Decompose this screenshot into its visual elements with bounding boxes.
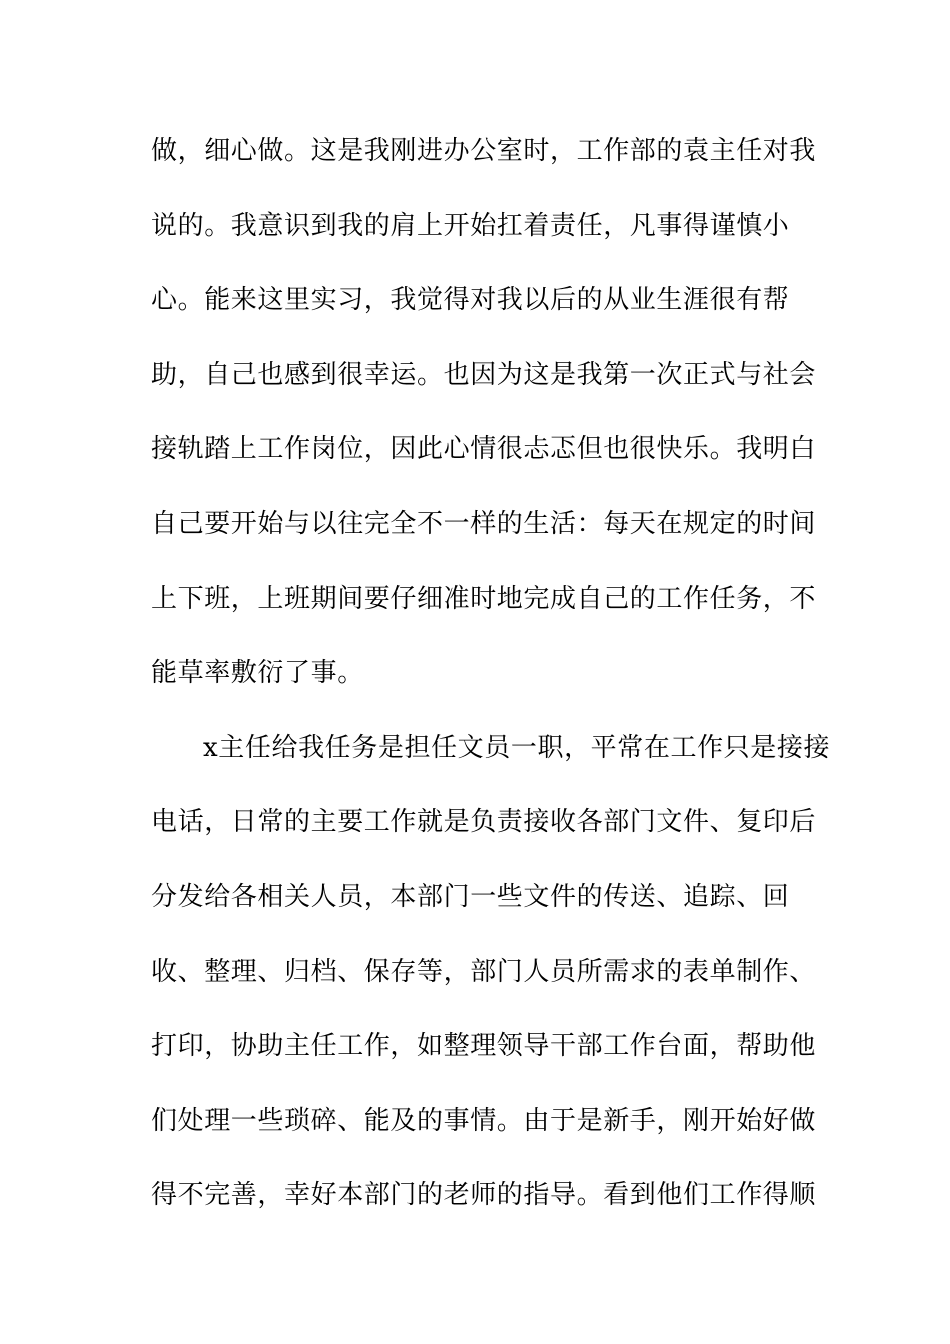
paragraph-start-line: x主任给我任务是担任文员一职，平常在工作只是接接	[203, 732, 831, 763]
text-line: 心。能来这里实习，我觉得对我以后的从业生涯很有帮	[151, 285, 790, 316]
text-line: 自己要开始与以往完全不一样的生活：每天在规定的时间	[151, 508, 817, 539]
text-line: 电话，日常的主要工作就是负责接收各部门文件、复印后	[151, 807, 817, 838]
text-line: 助，自己也感到很幸运。也因为这是我第一次正式与社会	[151, 359, 817, 390]
body-text	[151, 128, 831, 1247]
text-line: 分发给各相关人员，本部门一些文件的传送、追踪、回	[151, 881, 790, 912]
text-line: 上下班，上班期间要仔细准时地完成自己的工作任务，不	[151, 583, 817, 614]
text-line: 得不完善，幸好本部门的老师的指导。看到他们工作得顺	[151, 1180, 817, 1211]
text-line: 们处理一些琐碎、能及的事情。由于是新手，刚开始好做	[151, 1105, 817, 1136]
text-line: 接轨踏上工作岗位，因此心情很忐忑但也很快乐。我明白	[151, 434, 817, 465]
text-line: 做，细心做。这是我刚进办公室时，工作部的袁主任对我	[151, 136, 817, 166]
text-line: 打印，协助主任工作，如整理领导干部工作台面，帮助他	[151, 1031, 817, 1062]
text-line: 能草率敷衍了事。	[151, 658, 364, 689]
text-line: 收、整理、归档、保存等，部门人员所需求的表单制作、	[151, 956, 817, 987]
text-line: 说的。我意识到我的肩上开始扛着责任，凡事得谨慎小	[151, 210, 790, 241]
